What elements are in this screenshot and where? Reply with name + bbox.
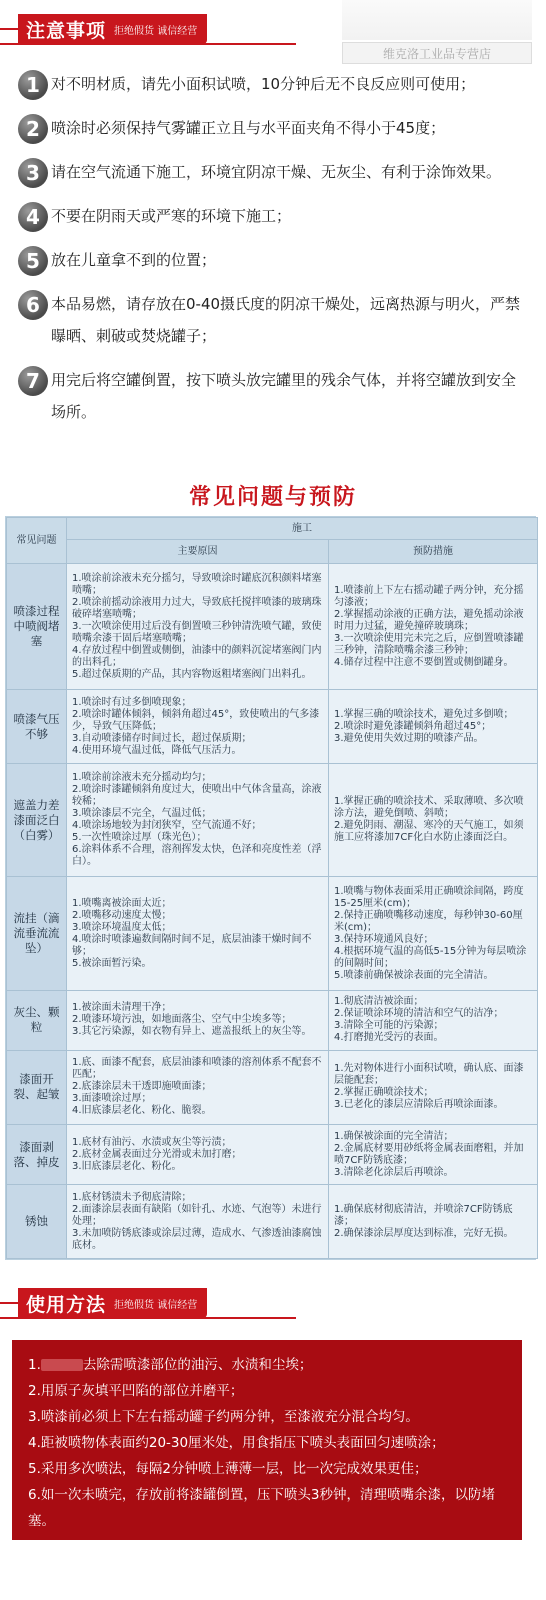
- faq-cause-line: 1.喷嘴离被涂面太近；: [72, 897, 172, 909]
- notice-item: [18, 288, 523, 352]
- faq-problem: 灰尘、颗粒: [7, 990, 67, 1050]
- header-prevent: 预防措施: [329, 540, 538, 564]
- notice-item-text: 对不明材质，请先小面积试喷，10分钟后无不良反应则可使用；: [51, 75, 476, 93]
- faq-prevent-line: 3.清除全可能的污染源；: [334, 1020, 444, 1032]
- faq-prevent-line: 1.喷嘴与物体表面采用正确喷涂间隔，跨度15-25厘米(cm)；: [334, 885, 524, 909]
- usage-header-accent: [0, 1302, 18, 1304]
- faq-cause-line: 4.喷涂场地较为封闭狭窄，空气流通不好；: [72, 820, 262, 832]
- header-problem: 常见问题: [7, 518, 67, 564]
- faq-prevent-line: 2.保证喷涂环境的清洁和空气的洁净；: [334, 1008, 504, 1020]
- faq-cause-line: 1.底材锈渍未予彻底清除；: [72, 1191, 192, 1203]
- number-badge-icon: 2: [18, 114, 48, 144]
- faq-prevent-line: 3.一次喷涂使用完未完之后，应倒置喷漆罐三秒钟，清除喷嘴余漆三秒钟；: [334, 632, 524, 656]
- faq-cause-line: 3.未加喷防锈底漆或涂层过薄，造成水、气渗透油漆腐蚀底材。: [72, 1227, 322, 1251]
- notice-item-text: 请在空气流通下施工，环境宜阴凉干燥、无灰尘、有利于涂饰效果。: [51, 163, 502, 181]
- faq-cause-line: 4.旧底漆层老化、粉化、脆裂。: [72, 1105, 212, 1117]
- notice-list: [18, 68, 523, 440]
- usage-step-prefix: 1.: [28, 1357, 41, 1373]
- faq-problem: 流挂（滴流垂流流坠）: [7, 877, 67, 990]
- notice-item: [18, 112, 523, 144]
- usage-step: [28, 1456, 508, 1482]
- faq-cause-line: 3.喷涂漆层不完全，气温过低；: [72, 808, 212, 820]
- usage-header: [0, 1288, 546, 1318]
- usage-step-text: 3.喷漆前必须上下左右摇动罐子约两分钟，至漆液充分混合均匀。: [28, 1409, 419, 1425]
- faq-problem: 漆面开裂、起皱: [7, 1051, 67, 1125]
- faq-prevent-line: 4.根据环境气温的高低5-15分钟为每层喷涂的间隔时间；: [334, 945, 527, 969]
- notice-item: [18, 68, 523, 100]
- faq-cause-line: 1.喷涂前涂液未充分摇动均匀；: [72, 772, 212, 784]
- faq-prevent-line: 3.已老化的漆层应清除后再喷涂面漆。: [334, 1099, 504, 1111]
- faq-cause-line: 2.喷漆环境污浊，如地面落尘、空气中尘埃多等；: [72, 1014, 292, 1026]
- number-badge-icon: 7: [18, 366, 48, 396]
- redacted-mark: [41, 1359, 83, 1371]
- notice-item: [18, 200, 523, 232]
- usage-header-rule: [0, 1317, 296, 1319]
- faq-cause-cell: [67, 990, 329, 1050]
- number-badge-icon: 4: [18, 202, 48, 232]
- faq-cause-line: 3.旧底漆层老化、粉化。: [72, 1160, 182, 1172]
- usage-step-text: 6.如一次未喷完，存放前将漆罐倒置，压下喷头3秒钟，清理喷嘴余漆，以防堵塞。: [28, 1487, 495, 1529]
- faq-cause-cell: [67, 564, 329, 690]
- number-badge-icon: 5: [18, 246, 48, 276]
- faq-cause-line: 3.自动喷漆储存时间过长，超过保质期；: [72, 732, 252, 744]
- faq-prevent-cell: [329, 690, 538, 764]
- faq-row: [7, 764, 538, 877]
- faq-row: [7, 877, 538, 990]
- notice-subtitle: 拒绝假货 诚信经营: [114, 25, 198, 37]
- faq-cause-line: 3.一次喷涂使用过后没有倒置喷三秒钟清洗喷气罐，致使喷嘴余漆干固后堵塞喷嘴；: [72, 620, 322, 644]
- faq-title: 常见问题与预防: [188, 484, 357, 510]
- usage-step: [28, 1378, 508, 1404]
- faq-cause-line: 2.底漆涂层未干透即施喷面漆；: [72, 1081, 212, 1093]
- faq-cause-line: 5.超过保质期的产品，其内容物返粗堵塞阀门出料孔。: [72, 668, 312, 680]
- number-badge-icon: 3: [18, 158, 48, 188]
- usage-panel: [12, 1340, 522, 1540]
- faq-prevent-line: 2.金属底材要用砂纸将金属表面磨粗，并加喷7CF防锈底漆；: [334, 1142, 524, 1166]
- usage-step-text: 2.用原子灰填平凹陷的部位并磨平；: [28, 1383, 244, 1399]
- store-name[interactable]: 维克洛工业品专营店: [342, 42, 532, 64]
- faq-problem: 喷漆气压不够: [7, 690, 67, 764]
- faq-prevent-line: 1.确保底材彻底清洁，并喷涂7CF防锈底漆；: [334, 1203, 513, 1227]
- notice-header-rule: [0, 43, 296, 45]
- faq-cause-line: 2.喷涂时漆罐倾斜角度过大，使喷出中气体含量高，涂液较稀；: [72, 784, 322, 808]
- notice-header-accent: [0, 28, 18, 30]
- faq-cause-line: 2.面漆涂层表面有缺陷（如针孔、水迹、气泡等）未进行处理；: [72, 1203, 322, 1227]
- usage-title: 使用方法: [26, 1293, 107, 1316]
- faq-problem: 遮盖力差漆面泛白（白雾）: [7, 764, 67, 877]
- faq-cause-cell: [67, 877, 329, 990]
- usage-step-text: 去除需喷漆部位的油污、水渍和尘埃；: [82, 1357, 313, 1373]
- usage-step: [28, 1482, 508, 1534]
- number-badge-icon: 6: [18, 290, 48, 320]
- faq-prevent-line: 1.彻底清洁被涂面；: [334, 996, 424, 1008]
- faq-prevent-cell: [329, 877, 538, 990]
- faq-prevent-cell: [329, 990, 538, 1050]
- faq-cause-line: 1.被涂面未清理干净；: [72, 1002, 172, 1014]
- faq-prevent-line: 1.掌握三确的喷涂技术，避免过多倒喷；: [334, 708, 514, 720]
- faq-table: [5, 516, 536, 1260]
- faq-prevent-line: 2.喷涂时避免漆罐倾斜角超过45°；: [334, 720, 492, 732]
- faq-prevent-line: 3.保持环境通风良好；: [334, 933, 434, 945]
- faq-prevent-line: 2.避免阴雨、潮湿、寒冷的天气施工，如须施工应将漆加7CF化白水防止漆面泛白。: [334, 820, 524, 844]
- faq-cause-line: 5.一次性喷涂过厚（珠光色）；: [72, 832, 207, 844]
- usage-step: [28, 1430, 508, 1456]
- faq-cause-line: 6.涂料体系不合理，溶剂挥发太快，色泽和亮度性差（浮白）。: [72, 844, 322, 868]
- faq-table-body: [7, 564, 538, 1259]
- faq-row: [7, 1051, 538, 1125]
- faq-prevent-line: 1.确保被涂面的完全清洁；: [334, 1130, 454, 1142]
- faq-prevent-cell: [329, 564, 538, 690]
- notice-item: [18, 244, 523, 276]
- faq-prevent-line: 2.掌握摇动涂液的正确方法，避免摇动涂液时用力过猛，避免撞碎玻璃珠；: [334, 608, 524, 632]
- notice-item-text: 本品易燃，请存放在0-40摄氏度的阴凉干燥处，远离热源与明火，严禁曝晒、刺破或焚烧罐子；: [51, 295, 521, 345]
- faq-cause-line: 1.喷涂时有过多倒喷现象；: [72, 696, 192, 708]
- header-group: 施工: [67, 518, 538, 540]
- faq-cause-line: 2.底材金属表面过分光滑或未加打磨；: [72, 1148, 242, 1160]
- notice-header-tag: [18, 14, 207, 44]
- usage-step-text: 5.采用多次喷法，每隔2分钟喷上薄薄一层，比一次完成效果更佳；: [28, 1461, 428, 1477]
- notice-header: [0, 14, 546, 44]
- faq-cause-line: 2.喷嘴移动速度太慢；: [72, 909, 172, 921]
- faq-cause-line: 1.喷涂前涂液未充分摇匀，导致喷涂时罐底沉积颜料堵塞喷嘴；: [72, 572, 322, 596]
- faq-row: [7, 990, 538, 1050]
- faq-cause-cell: [67, 1185, 329, 1259]
- faq-cause-line: 1.底、面漆不配套，底层油漆和喷漆的溶剂体系不配套不匹配；: [72, 1057, 322, 1081]
- header-cause: 主要原因: [67, 540, 329, 564]
- faq-cause-line: 5.被涂面暂污染。: [72, 957, 152, 969]
- faq-cause-cell: [67, 690, 329, 764]
- faq-cause-cell: [67, 764, 329, 877]
- faq-cause-line: 4.使用环境气温过低，降低气压活力。: [72, 744, 242, 756]
- faq-prevent-line: 3.清除老化涂层后再喷涂。: [334, 1166, 454, 1178]
- faq-row: [7, 564, 538, 690]
- notice-title: 注意事项: [26, 19, 107, 42]
- faq-cause-line: 4.存放过程中倒置或侧倒，油漆中的颜料沉淀堵塞阀门内的出料孔；: [72, 644, 322, 668]
- faq-prevent-line: 5.喷漆前确保被涂表面的完全清洁。: [334, 969, 494, 981]
- faq-prevent-cell: [329, 1051, 538, 1125]
- faq-cause-line: 2.喷涂时罐体倾斜，倾斜角超过45°，致使喷出的气多漆少，导致气压降低；: [72, 708, 320, 732]
- faq-cause-line: 3.面漆喷涂过厚；: [72, 1093, 152, 1105]
- faq-prevent-line: 1.掌握正确的喷涂技术、采取薄喷、多次喷涂方法，避免倒喷、斜喷；: [334, 796, 524, 820]
- faq-cause-line: 2.喷涂前摇动涂液用力过大，导致底托搅拌喷漆的玻璃珠破碎堵塞喷嘴；: [72, 596, 322, 620]
- faq-row: [7, 1124, 538, 1184]
- number-badge-icon: 1: [18, 70, 48, 100]
- usage-step: [28, 1352, 508, 1378]
- faq-cause-line: 3.喷涂环境温度太低；: [72, 921, 172, 933]
- notice-item-text: 用完后将空罐倒置，按下喷头放完罐里的残余气体，并将空罐放到安全场所。: [51, 371, 517, 421]
- faq-cause-cell: [67, 1051, 329, 1125]
- faq-prevent-line: 3.避免使用失效过期的喷漆产品。: [334, 732, 484, 744]
- faq-prevent-cell: [329, 1185, 538, 1259]
- notice-item: [18, 156, 523, 188]
- usage-header-tag: [18, 1288, 207, 1318]
- faq-prevent-line: 4.储存过程中注意不要倒置或侧倒罐身。: [334, 656, 514, 668]
- faq-prevent-cell: [329, 1124, 538, 1184]
- notice-item-text: 不要在阴雨天或严寒的环境下施工；: [51, 207, 292, 225]
- notice-item-text: 放在儿童拿不到的位置；: [51, 251, 217, 269]
- notice-item-text: 喷涂时必须保持气雾罐正立且与水平面夹角不得小于45度；: [51, 119, 446, 137]
- faq-cause-cell: [67, 1124, 329, 1184]
- faq-prevent-line: 2.掌握正确喷涂技术；: [334, 1087, 434, 1099]
- faq-problem: 漆面剥落、掉皮: [7, 1124, 67, 1184]
- usage-subtitle: 拒绝假货 诚信经营: [114, 1299, 198, 1311]
- faq-cause-line: 3.其它污染源，如衣物有异上、遮盖报纸上的灰尘等。: [72, 1026, 312, 1038]
- faq-prevent-cell: [329, 764, 538, 877]
- faq-cause-line: 4.喷涂时喷漆遍数间隔时间不足，底层油漆干燥时间不够；: [72, 933, 312, 957]
- faq-prevent-line: 1.先对物体进行小面积试喷，确认底、面漆层能配套；: [334, 1063, 524, 1087]
- faq-problem: 喷漆过程中喷阀堵塞: [7, 564, 67, 690]
- usage-step-text: 4.距被喷物体表面约20-30厘米处，用食指压下喷头表面回匀速喷涂；: [28, 1435, 445, 1451]
- faq-prevent-line: 1.喷漆前上下左右摇动罐子两分钟，充分摇匀漆液；: [334, 584, 524, 608]
- usage-step: [28, 1404, 508, 1430]
- faq-cause-line: 1.底材有油污、水渍或灰尘等污渍；: [72, 1136, 232, 1148]
- faq-prevent-line: 2.保持正确喷嘴移动速度，每秒钟30-60厘米(cm)；: [334, 909, 523, 933]
- faq-problem: 锈蚀: [7, 1185, 67, 1259]
- faq-row: [7, 690, 538, 764]
- faq-prevent-line: 2.确保漆涂层厚度达到标准，完好无损。: [334, 1227, 514, 1239]
- faq-prevent-line: 4.打磨抛光受污的表面。: [334, 1032, 444, 1044]
- faq-row: [7, 1185, 538, 1259]
- notice-item: [18, 364, 523, 428]
